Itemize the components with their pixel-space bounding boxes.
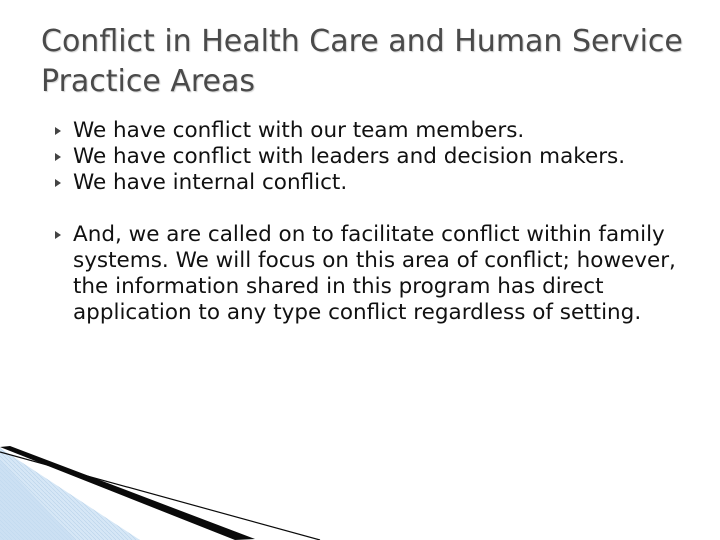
bullet-item	[55, 170, 705, 196]
bullet-text: And, we are called on to facilitate conflict within family systems. We will focus on this area of conflict; however, the information shared in this program has direct application to any type conflict regardless of setting.	[73, 222, 676, 325]
bullet-arrow-icon	[55, 127, 61, 135]
bullet-text: We have conflict with leaders and decision makers.	[73, 144, 626, 169]
bullet-text: We have conflict with our team members.	[73, 118, 525, 143]
bullet-list	[55, 118, 705, 326]
bullet-arrow-icon	[55, 179, 61, 187]
bullet-item	[55, 118, 705, 144]
slide-title: Conflict in Health Care and Human Service Practice Areas	[41, 24, 683, 99]
bullet-item	[55, 144, 705, 170]
bullet-arrow-icon	[55, 153, 61, 161]
bullet-arrow-icon	[55, 231, 61, 239]
bullet-item	[55, 222, 705, 326]
bullet-text: We have internal conflict.	[73, 170, 348, 195]
corner-decoration	[0, 440, 330, 540]
